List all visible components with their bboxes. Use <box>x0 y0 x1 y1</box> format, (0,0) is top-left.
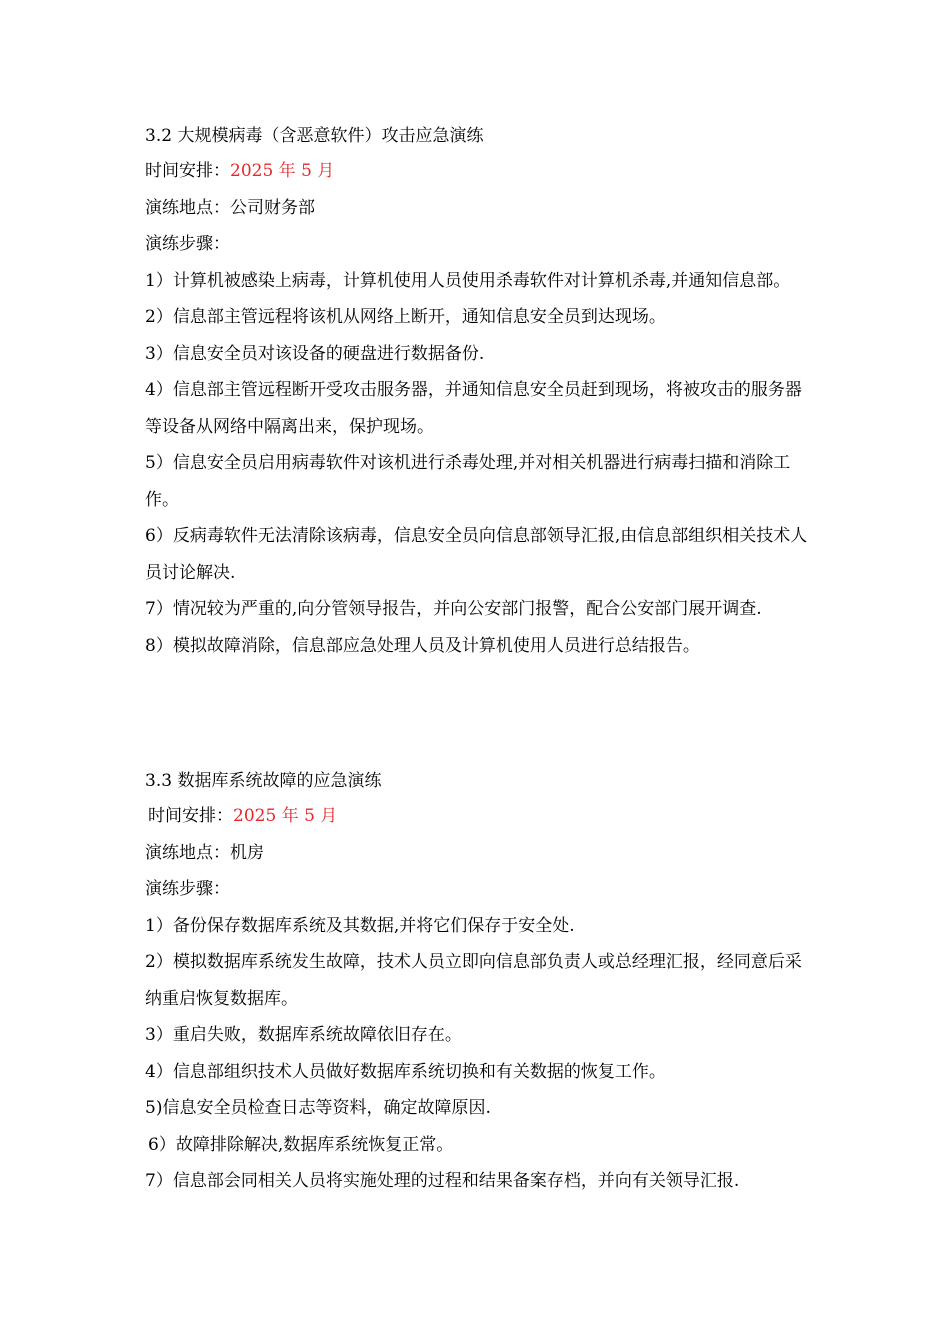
time-value: 2025 年 5 月 <box>233 806 338 826</box>
step-item: 1）计算机被感染上病毒，计算机使用人员使用杀毒软件对计算机杀毒,并通知信息部。 <box>145 270 791 291</box>
location-row <box>145 190 825 227</box>
location-label: 演练地点： <box>145 197 230 218</box>
step-item: 6）反病毒软件无法清除该病毒，信息安全员向信息部领导汇报,由信息部组织相关技术人员讨论解决. <box>145 526 808 583</box>
step-item: 2）信息部主管远程将该机从网络上断开，通知信息安全员到达现场。 <box>145 307 666 327</box>
time-label: 时间安排： <box>145 161 230 181</box>
time-label: 时间安排： <box>148 806 233 826</box>
section-virus-attack-drill <box>145 121 825 664</box>
step-item: 5)信息安全员检查日志等资料，确定故障原因. <box>145 1098 491 1118</box>
step-item: 4）信息部主管远程断开受攻击服务器，并通知信息安全员赶到现场，将被攻击的服务器等设备从网络中隔离出来，保护现场。 <box>145 380 802 437</box>
step-item: 3）信息安全员对该设备的硬盘进行数据备份. <box>145 343 485 364</box>
step-item: 7）情况较为严重的,向分管领导报告，并向公安部门报警，配合公安部门展开调查. <box>145 599 762 619</box>
section-heading: 3.2 大规模病毒（含恶意软件）攻击应急演练 <box>145 126 484 146</box>
location-value: 机房 <box>230 842 264 863</box>
step-item: 5）信息安全员启用病毒软件对该机进行杀毒处理,并对相关机器进行病毒扫描和消除工作。 <box>145 453 791 510</box>
location-label: 演练地点： <box>145 842 230 863</box>
step-item: 4）信息部组织技术人员做好数据库系统切换和有关数据的恢复工作。 <box>145 1061 666 1082</box>
step-item: 8）模拟故障消除，信息部应急处理人员及计算机使用人员进行总结报告。 <box>145 635 700 656</box>
time-row <box>145 798 825 835</box>
location-row <box>145 835 825 872</box>
time-row <box>145 153 825 190</box>
step-item: 1）备份保存数据库系统及其数据,并将它们保存于安全处. <box>145 915 575 936</box>
steps-label: 演练步骤： <box>145 879 230 899</box>
steps-label: 演练步骤： <box>145 234 230 254</box>
time-value: 2025 年 5 月 <box>230 161 335 181</box>
step-item: 2）模拟数据库系统发生故障，技术人员立即向信息部负责人或总经理汇报，经同意后采纳重启恢复数据库。 <box>145 952 802 1009</box>
step-item: 3）重启失败，数据库系统故障依旧存在。 <box>145 1025 462 1045</box>
section-database-failure-drill <box>145 766 825 1200</box>
step-item: 6）故障排除解决,数据库系统恢复正常。 <box>148 1134 454 1155</box>
location-value: 公司财务部 <box>230 197 315 218</box>
section-heading: 3.3 数据库系统故障的应急演练 <box>145 771 382 791</box>
step-item: 7）信息部会同相关人员将实施处理的过程和结果备案存档，并向有关领导汇报. <box>145 1171 740 1191</box>
